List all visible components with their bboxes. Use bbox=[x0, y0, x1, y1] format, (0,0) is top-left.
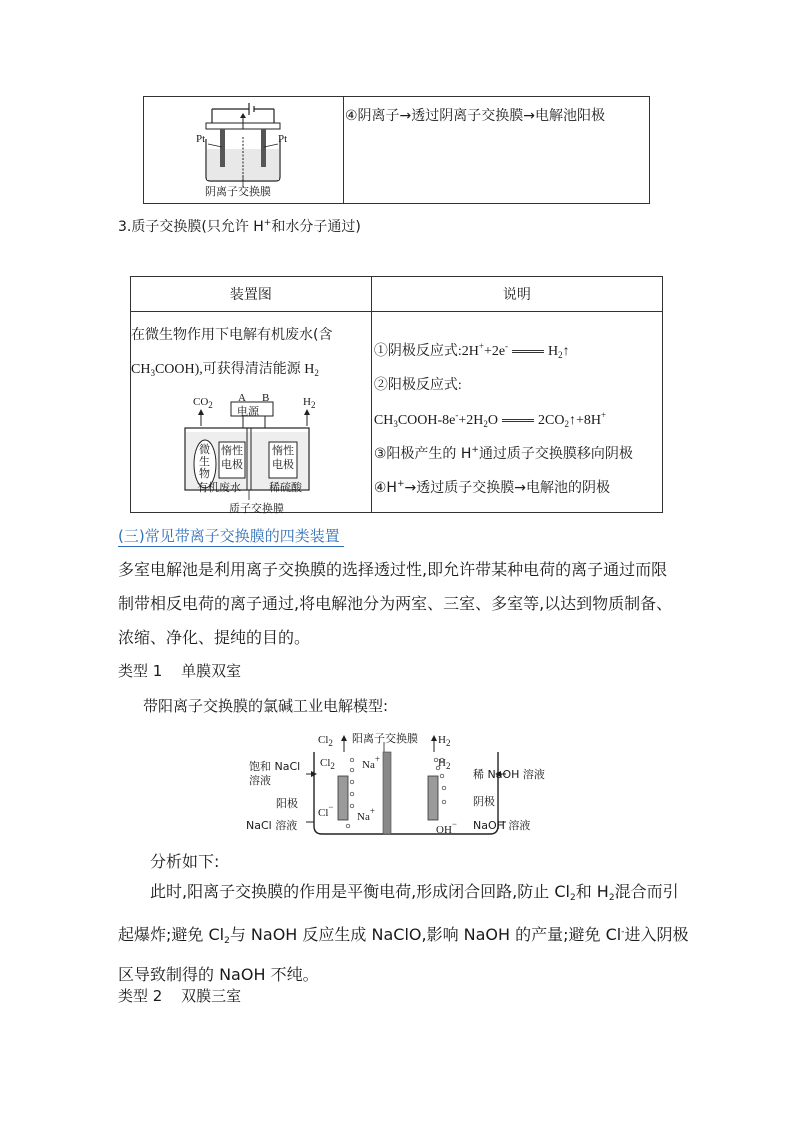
type1-label: 类型 1 bbox=[118, 662, 163, 680]
top-table-note-cell bbox=[344, 97, 650, 204]
inert-electrode-right-label: 惰性电极 bbox=[272, 444, 294, 471]
type1-heading bbox=[118, 660, 241, 681]
na-ion-mid-label: Na+ bbox=[357, 806, 375, 823]
intro-line-3: 浓缩、净化、提纯的目的。 bbox=[118, 628, 311, 647]
chloride-ion-label: Cl− bbox=[318, 802, 334, 819]
type1-description: 带阳离子交换膜的氯碱工业电解模型: bbox=[143, 697, 389, 715]
anode-equation: $CH_3COOH-8e^-+2H_2O$ $2CO_2↑+8H^+$ bbox=[373, 410, 607, 429]
anode-equation-label: ②阳极反应式: bbox=[373, 378, 462, 393]
na-ion-top-label: Na+ bbox=[362, 754, 380, 771]
proton-table-header-device: 装置图 bbox=[131, 277, 372, 312]
equals-sign bbox=[512, 350, 544, 353]
anode-label: 阳极 bbox=[276, 797, 298, 810]
top-table bbox=[143, 96, 650, 204]
proton-device-cell bbox=[131, 312, 372, 513]
device-text-line-2: $CH_3COOH$),可获得清洁能源 $H_2$ bbox=[131, 362, 319, 378]
analysis-paragraph bbox=[118, 875, 689, 992]
intro-paragraph bbox=[118, 553, 672, 655]
nacl-outflow-label: NaCl 溶液 bbox=[246, 819, 298, 832]
dilute-sulfuric-acid-label: 稀硫酸 bbox=[269, 481, 302, 494]
section-three-heading: (三)常见带离子交换膜的四类装置 bbox=[118, 525, 344, 547]
proton-table-header-notes: 说明 bbox=[371, 277, 662, 312]
saturated-nacl-label: 饱和 NaCl 溶液 bbox=[249, 760, 301, 787]
h2-bubbles-label: $H_2$ bbox=[438, 757, 451, 771]
terminal-b-label: B bbox=[262, 392, 270, 404]
proton-migration-note: ③阳极产生的 H+通过质子交换膜移向阴极 bbox=[373, 445, 633, 462]
pt-right-label: Pt bbox=[278, 133, 288, 145]
cation-membrane-caption: 阳离子交换膜 bbox=[352, 732, 418, 745]
cl2-outlet-label: $Cl_2$ bbox=[318, 734, 333, 748]
microbe-label: 微生物 bbox=[199, 443, 210, 480]
anion-path-note: ④阴离子→透过阴离子交换膜→电解池阳极 bbox=[345, 108, 606, 124]
intro-line-1: 多室电解池是利用离子交换膜的选择透过性,即允许带某种电荷的离子通过而限 bbox=[118, 560, 668, 579]
analysis-label: 分析如下: bbox=[150, 852, 220, 871]
top-table-figure-cell bbox=[144, 97, 344, 204]
pt-left-label: Pt bbox=[196, 133, 206, 145]
anion-membrane-caption: 阴离子交换膜 bbox=[205, 185, 271, 198]
type1-title: 单膜双室 bbox=[181, 662, 242, 680]
proton-table bbox=[130, 276, 663, 513]
co2-label: $CO_2$ bbox=[193, 396, 213, 410]
proton-notes-cell bbox=[371, 312, 662, 513]
type2-label: 类型 2 bbox=[118, 987, 163, 1005]
proton-membrane-heading: 3.质子交换膜(只允许 H+和水分子通过) bbox=[118, 218, 361, 235]
analysis-line-2: 起爆炸;避免 $Cl_2$与 NaOH 反应生成 NaClO,影响 NaOH 的产量;避免 Cl-进入阴极 bbox=[118, 925, 689, 946]
h2-outlet-label: $H_2$ bbox=[438, 734, 451, 748]
cl2-bubbles-label: $Cl_2$ bbox=[320, 757, 335, 771]
analysis-line-1: 此时,阳离子交换膜的作用是平衡电荷,形成闭合回路,防止 $Cl_2$和 $H_2$混合而引 bbox=[150, 882, 679, 903]
hydroxide-ion-label: OH− bbox=[436, 819, 457, 836]
analysis-line-3: 区导致制得的 NaOH 不纯。 bbox=[118, 965, 319, 984]
type2-heading bbox=[118, 985, 241, 1006]
proton-path-note: ④H+→透过质子交换膜→电解池的阴极 bbox=[373, 479, 610, 496]
h2-gas-label: $H_2$ bbox=[303, 396, 316, 410]
cathode-equation: ①阴极反应式:2H++2e- $H_2↑$ bbox=[373, 341, 570, 360]
inert-electrode-left-label: 惰性电极 bbox=[221, 444, 243, 471]
power-supply-label: 电源 bbox=[237, 405, 259, 418]
terminal-a-label: A bbox=[238, 392, 246, 404]
proton-membrane-caption: 质子交换膜 bbox=[229, 502, 284, 515]
intro-line-2: 制带相反电荷的离子通过,将电解池分为两室、三室、多室等,以达到物质制备、 bbox=[118, 594, 673, 613]
naoh-outflow-label: NaOH 溶液 bbox=[473, 819, 531, 832]
type2-title: 双膜三室 bbox=[181, 987, 242, 1005]
cathode-label: 阴极 bbox=[473, 795, 495, 808]
dilute-naoh-label: 稀 NaOH 溶液 bbox=[473, 768, 545, 781]
equals-sign bbox=[502, 419, 534, 422]
organic-wastewater-label: 有机废水 bbox=[197, 481, 241, 494]
device-text-line-1: 在微生物作用下电解有机废水(含 bbox=[131, 327, 333, 343]
